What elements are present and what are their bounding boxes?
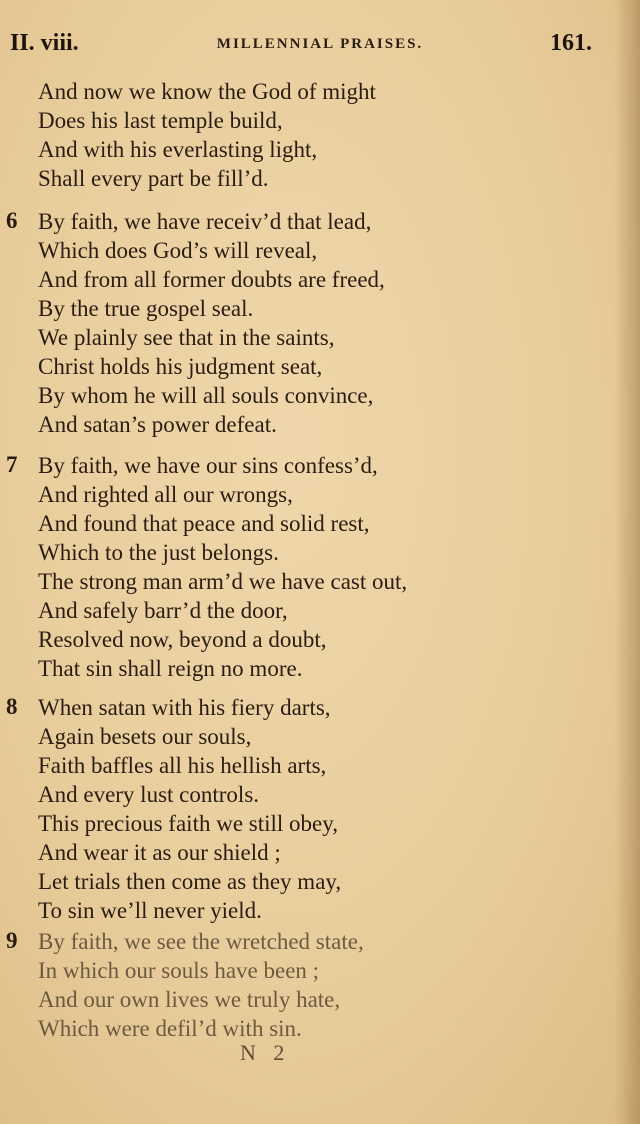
verse-line: Which to the just belongs. [38,540,279,565]
verse-line: And with his everlasting light, [38,137,318,162]
stanza-number: 7 [6,452,18,477]
verse-line: Which does God’s will reveal, [38,238,318,263]
verse-line: And righted all our wrongs, [38,482,293,507]
verse-line: By faith, we have receiv’d that lead, [38,209,372,234]
page-number: 161. [550,30,592,56]
stanza-number: 6 [6,208,18,233]
verse-line: And found that peace and solid rest, [38,511,370,536]
verse-line: We plainly see that in the saints, [38,325,335,350]
page-edge-shadow [614,0,640,1124]
running-title: MILLENNIAL PRAISES. [216,36,424,52]
stanza-number: 8 [6,694,18,719]
verse-line: By faith, we have our sins confess’d, [38,453,378,478]
verse-line: And wear it as our shield ; [38,840,281,865]
verse-line: Shall every part be fill’d. [38,166,269,191]
verse-line: By whom he will all souls convince, [38,383,374,408]
verse-line: And now we know the God of might [38,79,376,104]
section-reference: II. viii. [10,30,79,56]
verse-line: By faith, we see the wretched state, [38,929,364,954]
verse-line: And safely barr’d the door, [38,598,288,623]
verse-line: And satan’s power defeat. [38,412,277,437]
verse-line: That sin shall reign no more. [38,656,303,681]
stanza-number: 9 [6,928,18,953]
verse-line: And from all former doubts are freed, [38,267,385,292]
verse-line: Does his last temple build, [38,108,283,133]
verse-line: Which were defil’d with sin. [38,1016,302,1041]
verse-line: In which our souls have been ; [38,958,320,983]
verse-line: When satan with his fiery darts, [38,695,331,720]
verse-line: To sin we’ll never yield. [38,898,262,923]
printer-signature-mark: N 2 [240,1040,291,1065]
verse-line: This precious faith we still obey, [38,811,338,836]
verse-line: By the true gospel seal. [38,296,254,321]
verse-line: Christ holds his judgment seat, [38,354,323,379]
running-header [0,30,640,66]
verse-line: Let trials then come as they may, [38,869,342,894]
verse-line: Again besets our souls, [38,724,252,749]
verse-line: Resolved now, beyond a doubt, [38,627,327,652]
verse-line: Faith baffles all his hellish arts, [38,753,327,778]
verse-line: And our own lives we truly hate, [38,987,341,1012]
verse-line: The strong man arm’d we have cast out, [38,569,408,594]
verse-line: And every lust controls. [38,782,260,807]
